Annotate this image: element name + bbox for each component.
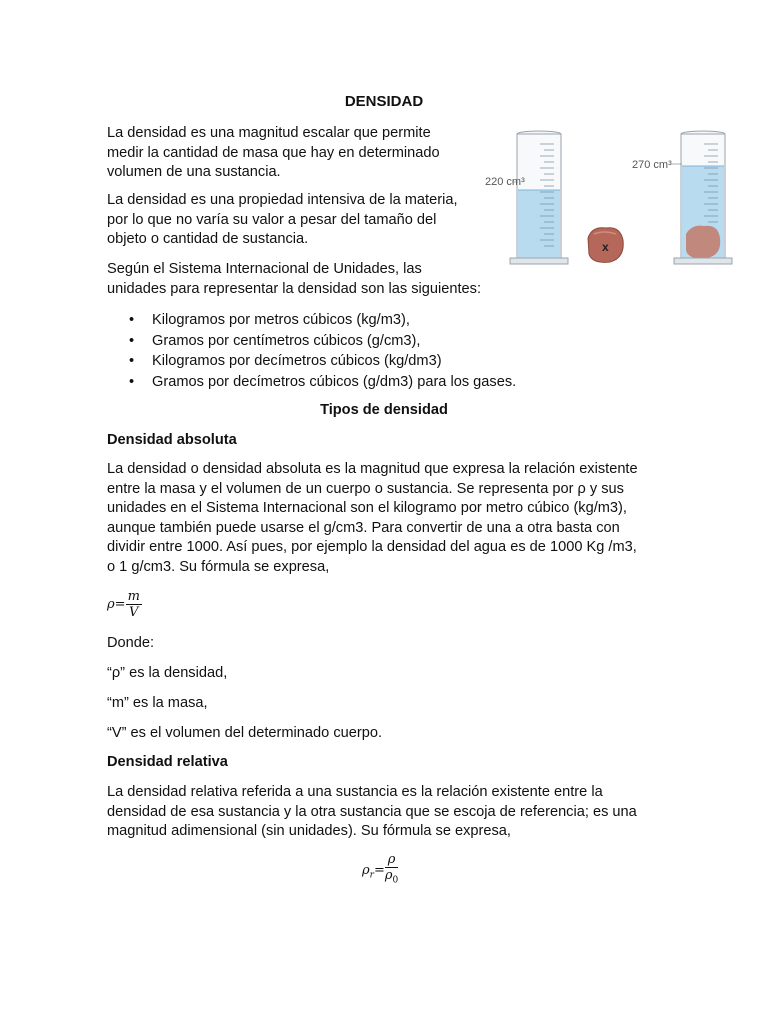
body-line: unidades en el Sistema Internacional son el kilogramo por metro cúbico (kg/m3),	[107, 500, 627, 516]
donde-label: Donde:	[107, 635, 155, 651]
list-item: • Kilogramos por metros cúbicos (kg/m3),	[107, 310, 516, 331]
body-line: dividir entre 1000. Así pues, por ejemplo la densidad del agua es de 1000 Kg /m3,	[107, 539, 637, 555]
body-line: o 1 g/cm3. Su fórmula se expresa,	[107, 558, 330, 575]
formula-denominator: V	[129, 605, 139, 620]
list-item: • Kilogramos por decímetros cúbicos (kg/dm3)	[107, 351, 516, 372]
intro-line: por lo que no varía su valor a pesar del tamaño del	[107, 211, 437, 228]
formula-equals: =	[373, 862, 385, 878]
body-line: aunque también puede usarse el g/cm3. Para convertir de una a otra basta con	[107, 519, 620, 536]
body-line: La densidad relativa referida a una sustancia es la relación existente entre la	[107, 784, 603, 800]
formula-numerator: ρ	[385, 852, 398, 868]
page-title: DENSIDAD	[344, 93, 424, 110]
formula-lhs: ρ	[107, 597, 115, 612]
body-line: magnitud adimensional (sin unidades). Su fórmula se expresa,	[107, 823, 511, 839]
intro-line: volumen de una sustancia.	[107, 164, 281, 180]
definition-line: “ρ” es la densidad,	[107, 665, 228, 681]
formula-denominator-subscript: 0	[392, 875, 399, 886]
section-title: Tipos de densidad	[320, 402, 448, 418]
formula-fraction	[126, 589, 142, 620]
cylinders-figure	[482, 122, 742, 272]
intro-line: medir la cantidad de masa que hay en determinado	[107, 144, 440, 161]
formula-lhs: ρ	[362, 862, 370, 878]
rock-object	[588, 228, 623, 263]
left-cylinder-label: 220 cm³	[485, 176, 525, 188]
absolute-density-heading: Densidad absoluta	[107, 432, 237, 448]
formula-equals: =	[114, 597, 126, 612]
intro-line: Según el Sistema Internacional de Unidades, las	[107, 261, 422, 277]
left-cylinder	[510, 131, 568, 264]
formula-lhs-subscript: r	[369, 870, 374, 881]
body-line: entre la masa y el volumen de un cuerpo o sustancia. Se representa por ρ y sus	[107, 480, 624, 497]
absolute-density-formula	[107, 589, 142, 620]
right-cylinder-label: 270 cm³	[632, 159, 672, 171]
intro-line: unidades para representar la densidad son las siguientes:	[107, 280, 482, 297]
rock-mark: x	[602, 240, 609, 254]
units-list	[107, 310, 516, 392]
formula-numerator: m	[127, 589, 140, 604]
list-item: • Gramos por decímetros cúbicos (g/dm3) para los gases.	[107, 372, 516, 393]
right-cylinder	[674, 131, 732, 264]
intro-line: objeto o cantidad de sustancia.	[107, 231, 309, 247]
relative-density-heading: Densidad relativa	[107, 754, 228, 770]
definition-line: “V” es el volumen del determinado cuerpo.	[107, 725, 382, 741]
body-line: La densidad o densidad absoluta es la magnitud que expresa la relación existente	[107, 461, 638, 477]
intro-line: La densidad es una magnitud escalar que permite	[107, 125, 431, 141]
definition-line: “m” es la masa,	[107, 695, 208, 711]
intro-line: La densidad es una propiedad intensiva de la materia,	[107, 192, 458, 208]
relative-density-formula	[362, 852, 398, 889]
formula-denominator	[385, 868, 398, 889]
body-line: densidad de esa sustancia y la otra sustancia que se escoja de referencia; es una	[107, 803, 637, 820]
list-item: • Gramos por centímetros cúbicos (g/cm3),	[107, 331, 516, 352]
formula-denominator-base: ρ	[384, 868, 393, 883]
formula-fraction	[385, 852, 398, 889]
